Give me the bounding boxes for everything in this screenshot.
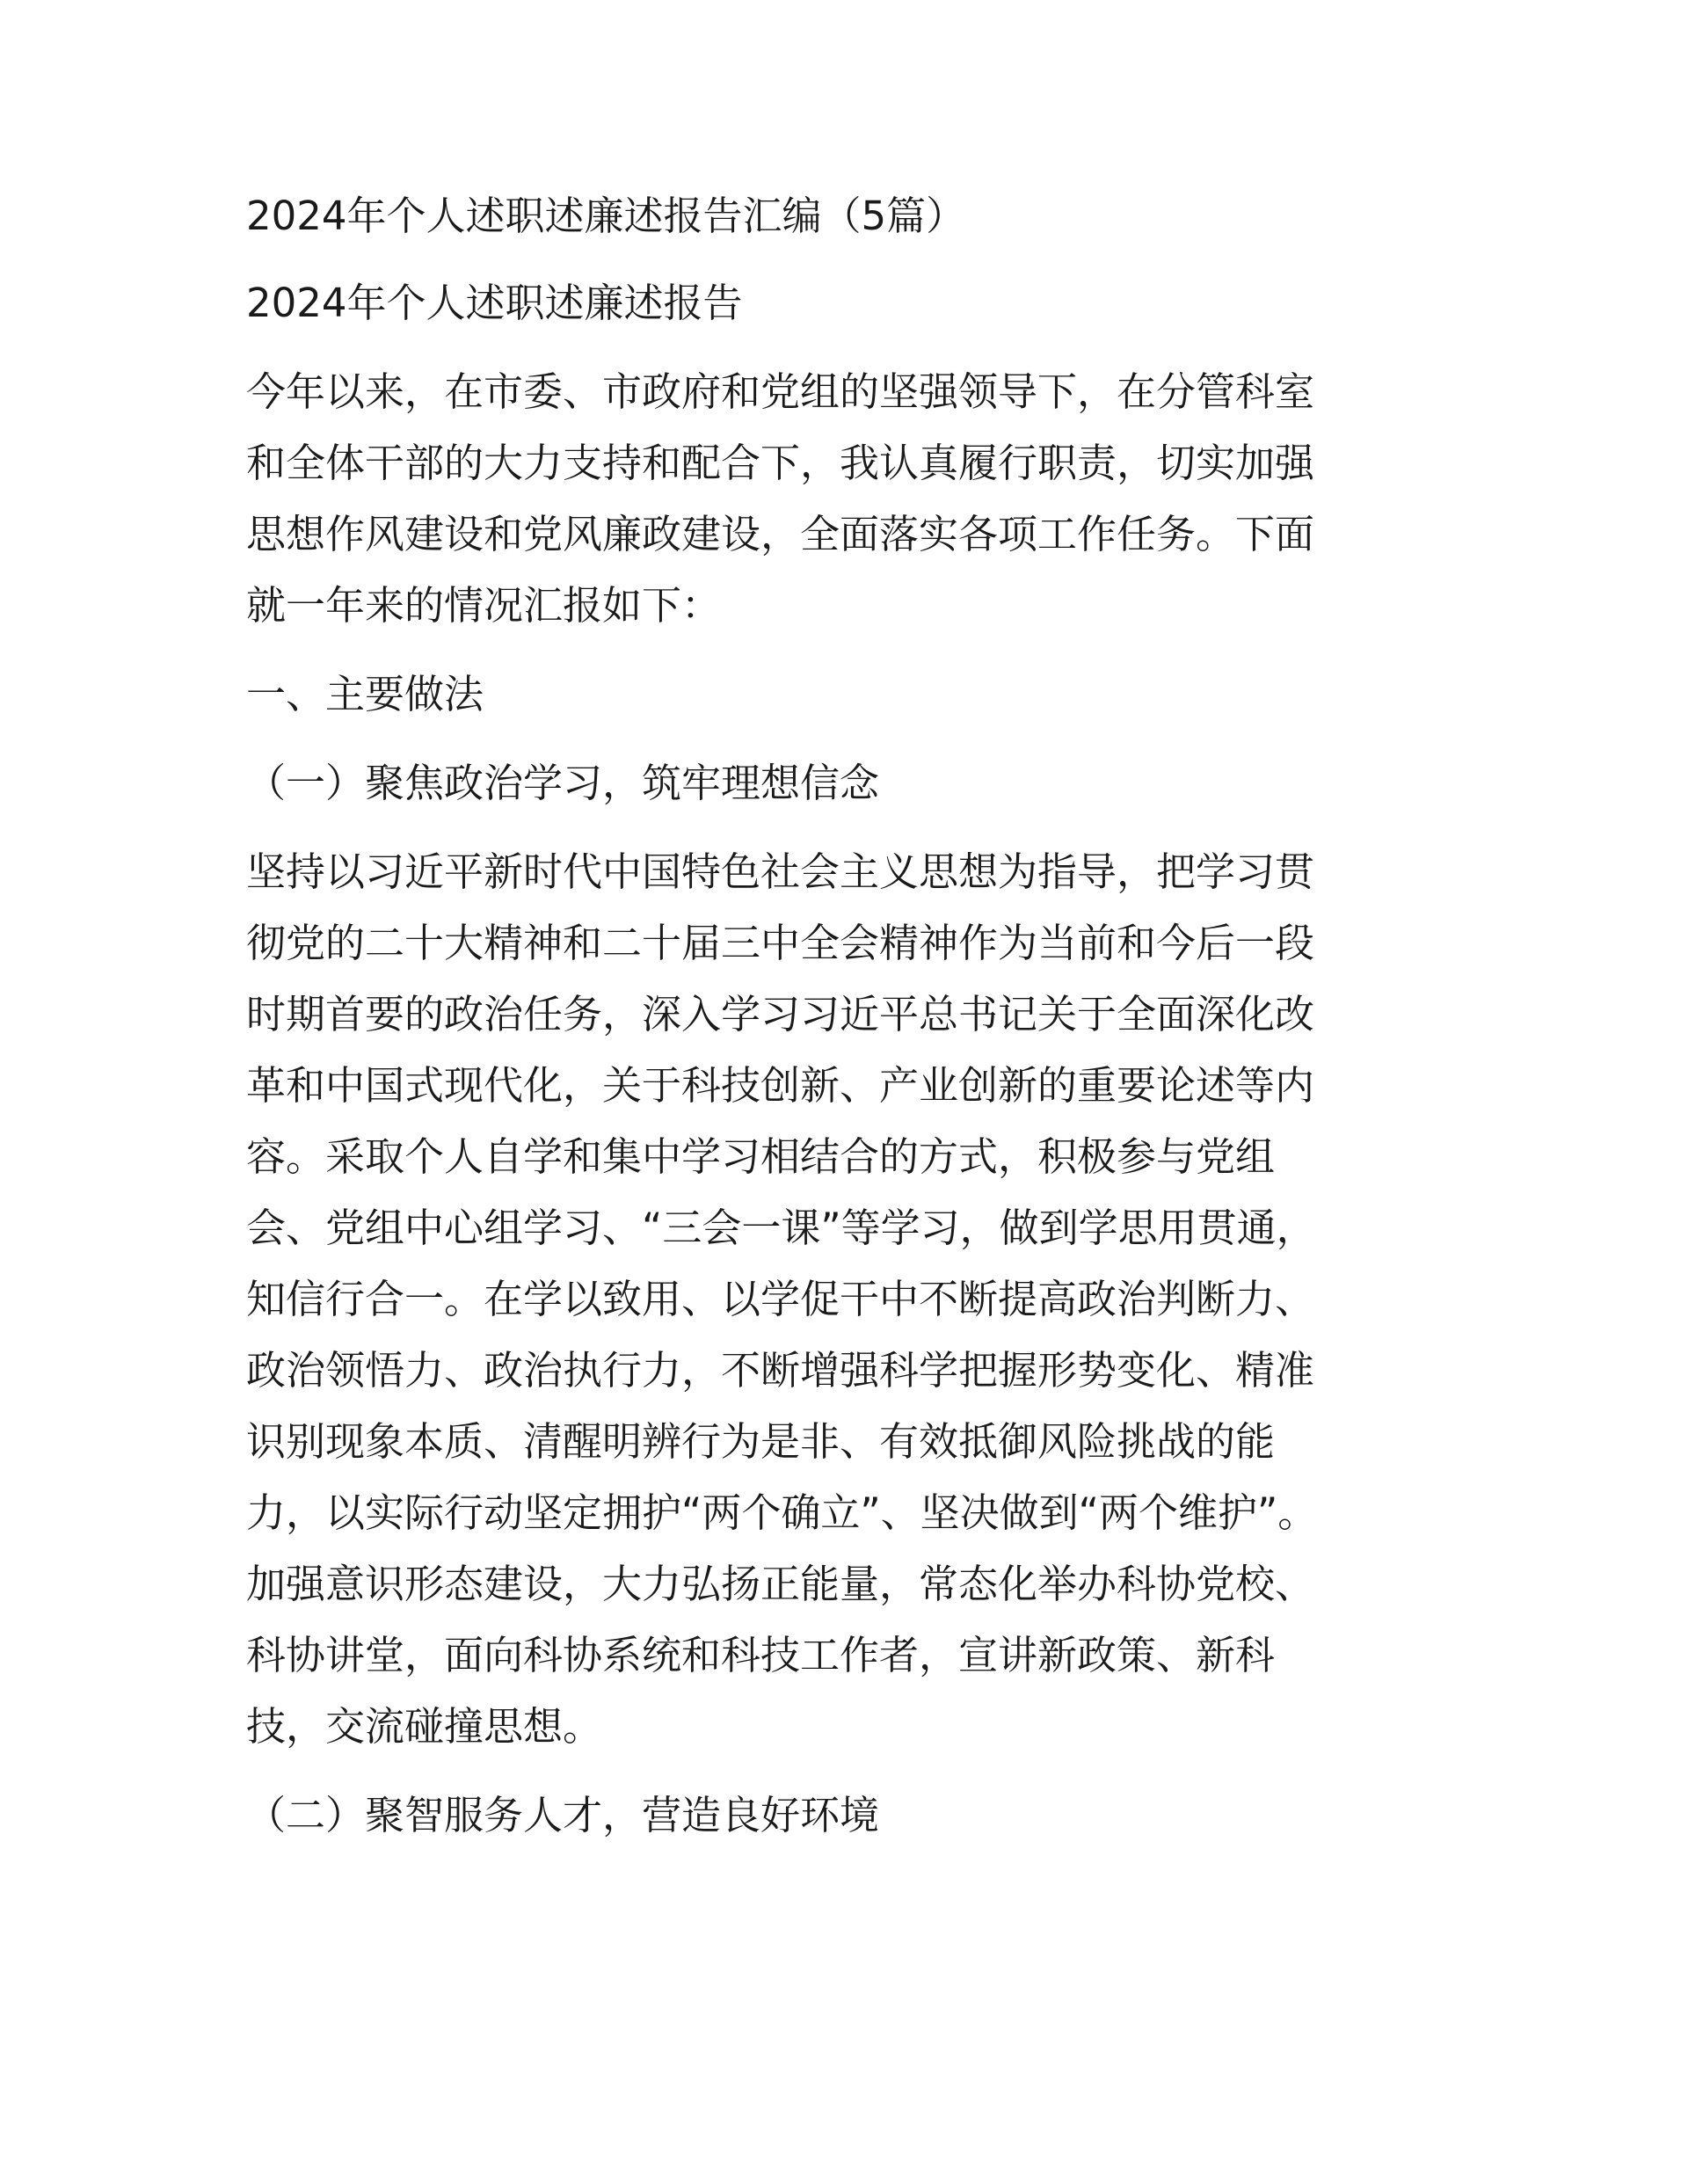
- intro-paragraph: [246, 356, 1442, 641]
- paragraph-line: 思想作风建设和党风廉政建设，全面落实各项工作任务。下面: [246, 511, 1315, 557]
- paragraph-line: 彻党的二十大精神和二十届三中全会精神作为当前和今后一段: [246, 920, 1315, 966]
- body-paragraph: [246, 836, 1442, 1762]
- paragraph-line: 力，以实际行动坚定拥护“两个确立”、坚决做到“两个维护”。: [246, 1489, 1318, 1536]
- paragraph-line: 时期首要的政治任务，深入学习习近平总书记关于全面深化改: [246, 991, 1315, 1037]
- paragraph-line: 和全体干部的大力支持和配合下，我认真履行职责，切实加强: [246, 440, 1315, 486]
- subsection-heading: （二）聚智服务人才，营造良好环境: [246, 1792, 880, 1838]
- report-title: 2024年个人述职述廉述报告: [246, 280, 743, 326]
- paragraph-line: 政治领悟力、政治执行力，不断增强科学把握形势变化、精准: [246, 1347, 1315, 1394]
- paragraph-line: 加强意识形态建设，大力弘扬正能量，常态化举办科协党校、: [246, 1561, 1315, 1607]
- paragraph-line: 识别现象本质、清醒明辨行为是非、有效抵御风险挑战的能: [246, 1418, 1276, 1465]
- document-title: 2024年个人述职述廉述报告汇编（5篇）: [246, 193, 966, 239]
- paragraph-line: 今年以来，在市委、市政府和党组的坚强领导下，在分管科室: [246, 368, 1315, 415]
- document-content: [246, 180, 1442, 1851]
- paragraph-line: 会、党组中心组学习、“三会一课”等学习，做到学思用贯通，: [246, 1205, 1316, 1251]
- subsection-heading: （一）聚焦政治学习，筑牢理想信念: [246, 760, 880, 806]
- paragraph-line: 容。采取个人自学和集中学习相结合的方式，积极参与党组: [246, 1133, 1276, 1180]
- paragraph-line: 坚持以习近平新时代中国特色社会主义思想为指导，把学习贯: [246, 848, 1315, 895]
- paragraph-line: 就一年来的情况汇报如下：: [246, 582, 722, 629]
- paragraph-line: 技，交流碰撞思想。: [246, 1703, 603, 1750]
- section-heading: 一、主要做法: [246, 671, 484, 717]
- paragraph-line: 革和中国式现代化，关于科技创新、产业创新的重要论述等内: [246, 1062, 1315, 1109]
- paragraph-line: 科协讲堂，面向科协系统和科技工作者，宣讲新政策、新科: [246, 1632, 1276, 1678]
- paragraph-line: 知信行合一。在学以致用、以学促干中不断提高政治判断力、: [246, 1276, 1315, 1322]
